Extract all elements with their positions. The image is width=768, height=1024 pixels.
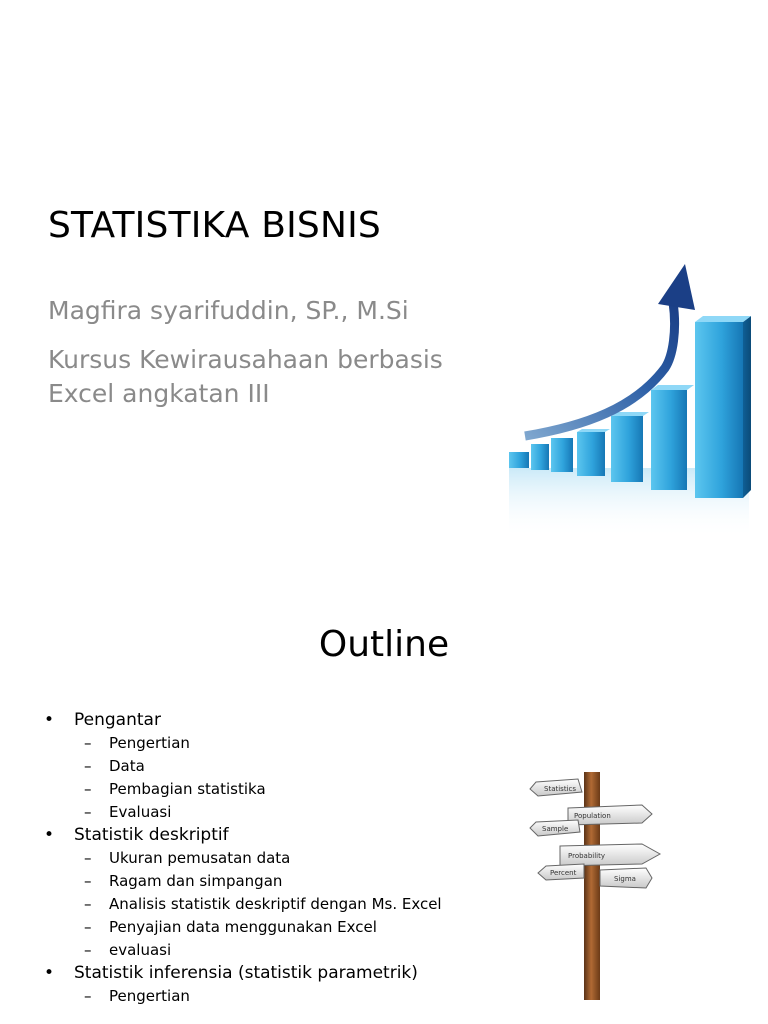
presentation-title: STATISTIKA BISNIS (48, 205, 381, 246)
author-name: Magfira syarifuddin, SP., M.Si (48, 296, 409, 325)
dash-icon: – (84, 757, 92, 775)
bullet-icon: • (44, 710, 55, 730)
dash-icon: – (84, 734, 92, 752)
outline-subitem-label: Ukuran pemusatan data (109, 849, 291, 867)
sign-label: Percent (550, 869, 577, 877)
outline-subitem (44, 801, 484, 824)
sign-percent (538, 864, 584, 880)
sign-population (568, 805, 652, 825)
dash-icon: – (84, 987, 92, 1005)
outline-item-label: Pengantar (74, 710, 161, 730)
outline-item (44, 962, 484, 985)
course-name (48, 343, 443, 411)
outline-subitem-label: Ragam dan simpangan (109, 872, 283, 890)
outline-subitem-label: Analisis statistik deskriptif dengan Ms. Excel (109, 895, 442, 913)
outline-title: Outline (318, 624, 450, 665)
slide-outline (0, 576, 768, 1024)
outline-item (44, 824, 484, 847)
bullet-icon: • (44, 825, 55, 845)
sign-probability (560, 844, 660, 866)
sign-sample (530, 820, 580, 836)
outline-subitem (44, 847, 484, 870)
outline-subitem-label: evaluasi (109, 941, 172, 959)
outline-subitem (44, 916, 484, 939)
sign-label: Sample (542, 825, 569, 833)
sign-label: Probability (568, 852, 606, 860)
sign-statistics (530, 779, 582, 796)
outline-subitem-label: Pengertian (109, 987, 190, 1005)
sign-label: Sigma (614, 875, 636, 883)
sign-label: Statistics (544, 785, 576, 793)
outline-subitem (44, 870, 484, 893)
outline-subitem-label: Pembagian statistika (109, 780, 266, 798)
outline-item (44, 709, 484, 732)
outline-subitem-label: Penyajian data menggunakan Excel (109, 918, 377, 936)
dash-icon: – (84, 780, 92, 798)
sign-label: Population (574, 812, 611, 820)
dash-icon: – (84, 895, 92, 913)
dash-icon: – (84, 941, 92, 959)
course-line-1: Kursus Kewirausahaan berbasis (48, 345, 443, 374)
bullet-icon: • (44, 963, 55, 983)
outline-subitem (44, 732, 484, 755)
dash-icon: – (84, 803, 92, 821)
dash-icon: – (84, 918, 92, 936)
outline-subitem (44, 985, 484, 1008)
outline-item-label: Statistik deskriptif (74, 825, 229, 845)
sign-sigma (600, 868, 652, 888)
outline-subitem (44, 778, 484, 801)
outline-subitem-label: Evaluasi (109, 803, 172, 821)
bar-chart-growth-icon (495, 258, 765, 558)
outline-list (44, 709, 484, 1008)
outline-item-label: Statistik inferensia (statistik parametrik) (74, 963, 418, 983)
outline-subitem (44, 755, 484, 778)
outline-subitem (44, 939, 484, 962)
course-line-2: Excel angkatan III (48, 379, 270, 408)
dash-icon: – (84, 849, 92, 867)
dash-icon: – (84, 872, 92, 890)
outline-subitem-label: Data (109, 757, 145, 775)
signpost-icon (528, 770, 663, 1000)
outline-subitem-label: Pengertian (109, 734, 190, 752)
outline-subitem (44, 893, 484, 916)
